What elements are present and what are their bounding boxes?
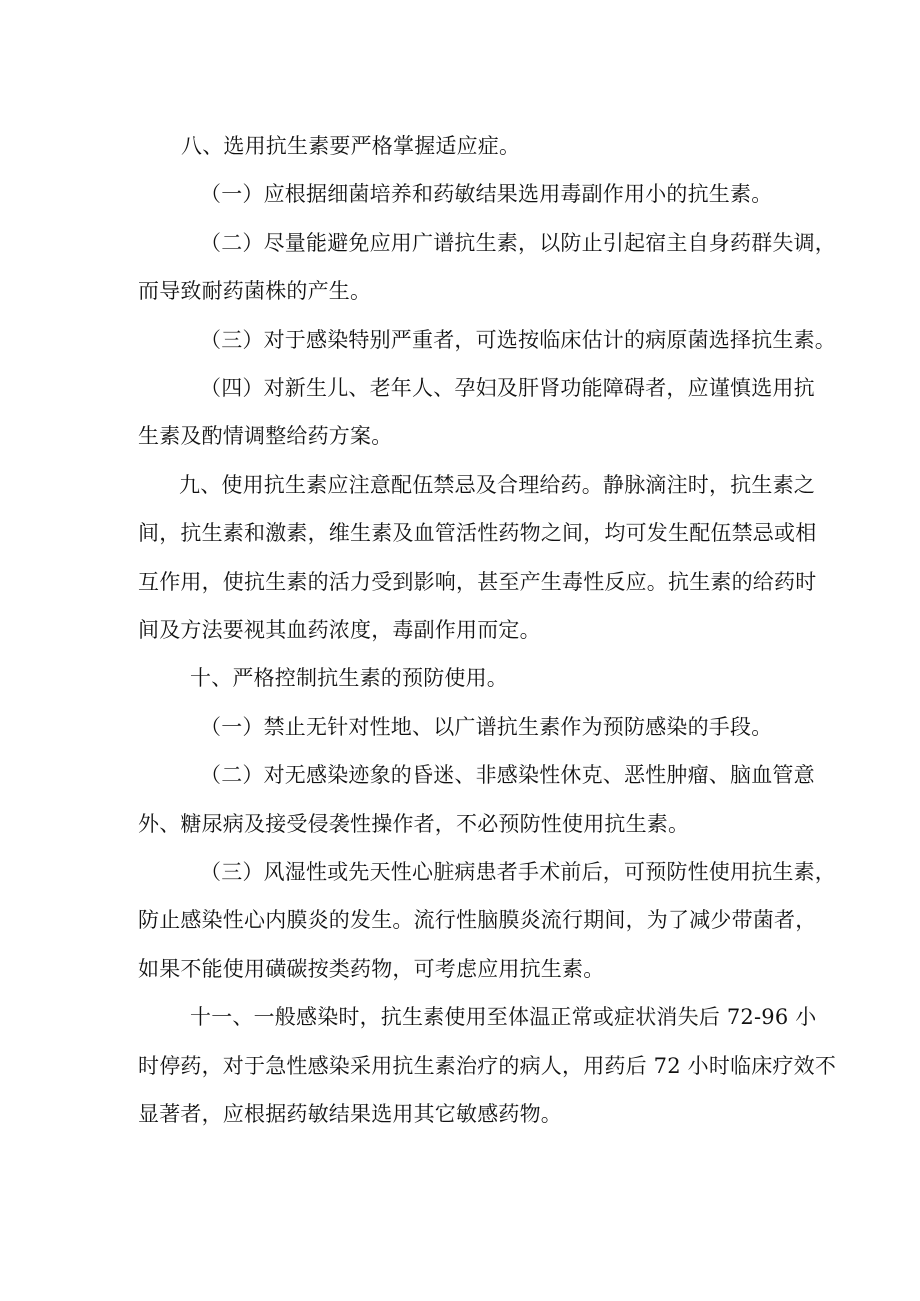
text-line: （二）尽量能避免应用广谱抗生素，以防止引起宿主自身药群失调， [200,231,836,255]
text-line: （一）禁止无针对性地、以广谱抗生素作为预防感染的手段。 [200,715,773,739]
text-line: 间及方法要视其血药浓度，毒副作用而定。 [138,618,541,642]
text-line: （二）对无感染迹象的昏迷、非感染性休克、恶性肿瘤、脑血管意 [200,763,815,787]
text-line: （三）风湿性或先天性心脏病患者手术前后，可预防性使用抗生素， [200,860,836,884]
text-line: 显著者，应根据药敏结果选用其它敏感药物。 [138,1102,562,1126]
text-line: 互作用，使抗生素的活力受到影响，甚至产生毒性反应。抗生素的给药时 [138,570,817,594]
text-line: 间，抗生素和激素，维生素及血管活性药物之间，均可发生配伍禁忌或相 [138,521,817,545]
text-line: 如果不能使用磺碳按类药物，可考虑应用抗生素。 [138,957,605,981]
text-line: （三）对于感染特别严重者，可选按临床估计的病原菌选择抗生素。 [200,328,836,352]
text-line: 外、糖尿病及接受侵袭性操作者，不必预防性使用抗生素。 [138,812,690,836]
text-line: 九、使用抗生素应注意配伍禁忌及合理给药。静脉滴注时，抗生素之 [179,473,815,497]
text-line: 而导致耐药菌株的产生。 [138,279,372,303]
text-line: 十、严格控制抗生素的预防使用。 [190,666,508,690]
text-line: 十一、一般感染时，抗生素使用至体温正常或症状消失后 72-96 小 [190,1005,817,1029]
text-line: 防止感染性心内膜炎的发生。流行性脑膜炎流行期间，为了减少带菌者， [138,908,817,932]
text-line: 生素及酌情调整给药方案。 [138,424,393,448]
text-line: 八、选用抗生素要严格掌握适应症。 [181,134,521,158]
text-line: （一）应根据细菌培养和药敏结果选用毒副作用小的抗生素。 [200,182,773,206]
text-line: 时停药，对于急性感染采用抗生素治疗的病人，用药后 72 小时临床疗效不 [138,1054,837,1078]
text-line: （四）对新生儿、老年人、孕妇及肝肾功能障碍者，应谨慎选用抗 [200,376,815,400]
